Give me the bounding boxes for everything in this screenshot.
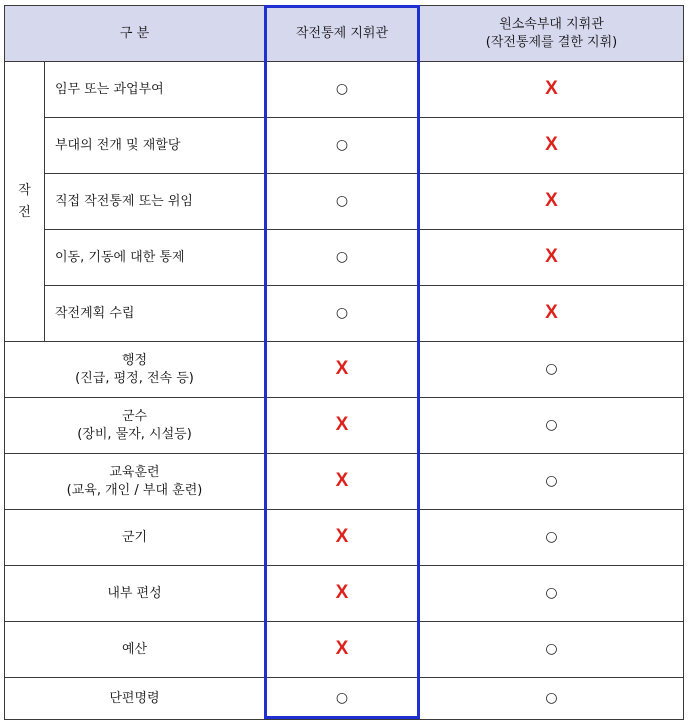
row-label [45,286,265,342]
original-unit-cell [420,62,684,118]
row-label [45,118,265,174]
header-original-unit-commander [420,6,684,62]
original-unit-cell [420,398,684,454]
table-row [5,678,684,720]
original-unit-cell [420,454,684,510]
x-mark: X [545,133,558,155]
x-mark: X [335,637,349,659]
row-label-text: 부대의 전개 및 재할당 [55,137,181,153]
circle-mark: ○ [545,690,558,706]
x-mark: X [335,581,349,603]
x-mark: X [335,357,349,379]
operational-control-cell [265,454,420,510]
command-authority-table [4,5,684,720]
circle-mark: ○ [545,361,558,377]
header-category: 구 분 [5,6,265,62]
row-label [5,398,265,454]
row-label-text: 이동, 기동에 대한 통제 [55,249,185,265]
table-row [5,622,684,678]
header-row [5,6,684,62]
x-mark: X [335,469,349,491]
table-row [5,566,684,622]
table-row [5,510,684,566]
original-unit-cell [420,174,684,230]
table-row [5,286,684,342]
row-label-text: 군수 [121,408,148,424]
table-row [5,398,684,454]
circle-mark: ○ [545,641,558,657]
x-mark: X [545,301,558,323]
original-unit-cell [420,342,684,398]
group-label-char: 전 [18,204,31,220]
x-mark: X [545,245,558,267]
row-label-subtext: (진급, 평정, 전속 등) [75,370,194,386]
circle-mark: ○ [545,473,558,489]
row-label [5,454,265,510]
operational-control-cell [265,118,420,174]
operational-control-cell [265,230,420,286]
row-label [5,566,265,622]
original-unit-cell [420,510,684,566]
x-mark: X [335,525,349,547]
row-label [45,62,265,118]
table-row [5,174,684,230]
original-unit-cell [420,118,684,174]
table-row [5,342,684,398]
group-label-operations [5,62,45,342]
x-mark: X [335,413,349,435]
row-label [45,174,265,230]
row-label-text: 예산 [121,641,148,657]
circle-mark: ○ [545,417,558,433]
operational-control-cell [265,622,420,678]
circle-mark: ○ [335,193,349,209]
operational-control-cell [265,174,420,230]
header-col2-line2: (작전통제를 결한 지휘) [485,34,618,50]
circle-mark: ○ [335,690,349,706]
circle-mark: ○ [335,249,349,265]
operational-control-cell [265,62,420,118]
operational-control-cell [265,510,420,566]
header-operational-control: 작전통제 지휘관 [265,6,420,62]
header-col2-line1: 원소속부대 지휘관 [499,16,604,32]
original-unit-cell [420,678,684,720]
operational-control-cell [265,566,420,622]
original-unit-cell [420,566,684,622]
original-unit-cell [420,622,684,678]
table-row [5,230,684,286]
row-label-text: 내부 편성 [107,585,162,601]
circle-mark: ○ [335,137,349,153]
row-label-text: 행정 [121,352,148,368]
circle-mark: ○ [335,81,349,97]
circle-mark: ○ [545,529,558,545]
row-label-text: 임무 또는 과업부여 [55,81,164,97]
row-label-text: 군기 [121,529,148,545]
operational-control-cell [265,678,420,720]
operational-control-cell [265,286,420,342]
row-label-text: 교육훈련 [109,464,160,480]
table-row [5,62,684,118]
row-label [5,510,265,566]
original-unit-cell [420,286,684,342]
row-label-text: 단편명령 [109,690,160,706]
table-row [5,454,684,510]
operational-control-cell [265,342,420,398]
row-label [45,230,265,286]
group-label-char: 작 [18,182,31,198]
circle-mark: ○ [335,305,349,321]
table-row [5,118,684,174]
row-label [5,678,265,720]
circle-mark: ○ [545,585,558,601]
row-label-subtext: (교육, 개인 / 부대 훈련) [66,482,203,498]
x-mark: X [545,77,558,99]
original-unit-cell [420,230,684,286]
row-label [5,342,265,398]
row-label [5,622,265,678]
operational-control-cell [265,398,420,454]
x-mark: X [545,189,558,211]
row-label-subtext: (장비, 물자, 시설등) [77,426,192,442]
row-label-text: 직접 작전통제 또는 위임 [55,193,193,209]
row-label-text: 작전계획 수립 [55,305,135,321]
